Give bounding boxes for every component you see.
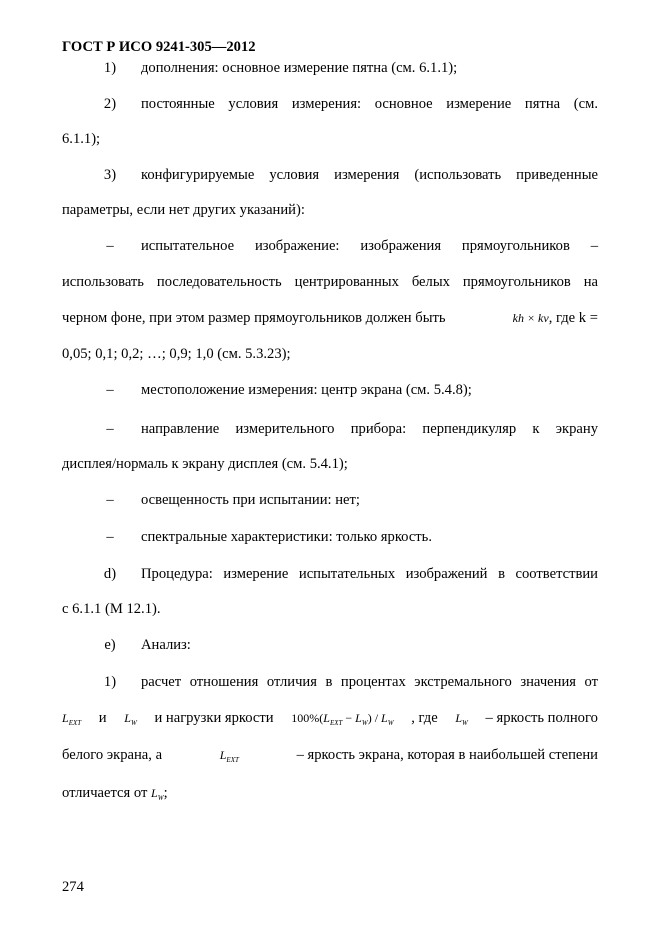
- paragraph-line: использовать последовательность центрированных белых прямоугольников на: [62, 274, 598, 290]
- paragraph-line: параметры, если нет других указаний):: [62, 202, 305, 218]
- dash-bullet: –: [106, 492, 114, 508]
- paragraph-line: расчет отношения отличия в процентах экстремального значения от: [141, 674, 598, 690]
- page-number: 274: [62, 879, 84, 895]
- text-run: и нагрузки яркости: [154, 710, 274, 726]
- paragraph-line: испытательное изображение: изображения прямоугольников –: [141, 238, 598, 254]
- paragraph-line: [62, 709, 598, 732]
- item-label: 3): [103, 167, 117, 183]
- item-label: d): [103, 566, 117, 582]
- text-run: белого экрана, а: [62, 747, 163, 763]
- paragraph-line: Процедура: измерение испытательных изображений в соответствии: [141, 566, 598, 582]
- item-label: e): [104, 637, 116, 653]
- dash-bullet: –: [106, 529, 114, 545]
- paragraph-line: дополнения: основное измерение пятна (см. 6.1.1);: [141, 60, 458, 76]
- text-run: – яркость полного: [485, 710, 598, 726]
- paragraph-line: местоположение измерения: центр экрана (см. 5.4.8);: [141, 382, 472, 398]
- dash-bullet: –: [106, 382, 114, 398]
- paragraph-line: освещенность при испытании: нет;: [141, 492, 360, 508]
- text-run: черном фоне, при этом размер прямоугольников должен быть: [62, 310, 446, 326]
- math-formula: $L_W$: [124, 711, 137, 727]
- paragraph-line: дисплея/нормаль к экрану дисплея (см. 5.4.1);: [62, 456, 348, 472]
- text-run: отличается от: [62, 785, 148, 801]
- document-header: ГОСТ Р ИСО 9241-305—2012: [62, 39, 256, 55]
- text-run: , где: [411, 710, 438, 726]
- paragraph-line: спектральные характеристики: только яркость.: [141, 529, 432, 545]
- paragraph-line: постоянные условия измерения: основное измерение пятна (см.: [141, 96, 598, 112]
- math-formula: $L_{EXT}$: [62, 711, 82, 727]
- paragraph-line: [62, 309, 598, 327]
- math-formula: $L_{EXT}$: [219, 748, 239, 764]
- text-run: – яркость экрана, которая в наибольшей степени: [296, 747, 598, 763]
- paragraph-line: с 6.1.1 (М 12.1).: [62, 601, 161, 617]
- paragraph-line: конфигурируемые условия измерения (использовать приведенные: [141, 167, 598, 183]
- paragraph-line: [62, 746, 598, 769]
- math-formula: $L_W$: [455, 711, 468, 727]
- dash-bullet: –: [106, 238, 114, 254]
- item-label: 1): [103, 674, 117, 690]
- text-run: ;: [163, 785, 168, 801]
- paragraph-line: направление измерительного прибора: перпендикуляр к экрану: [141, 421, 598, 437]
- paragraph-line: 0,05; 0,1; 0,2; …; 0,9; 1,0 (см. 5.3.23);: [62, 346, 291, 362]
- math-formula: $L_W$: [151, 786, 164, 802]
- math-formula: $100\%(L_{EXT} - L_W) / L_W$: [291, 711, 394, 727]
- item-label: 2): [103, 96, 117, 112]
- paragraph-line: Анализ:: [141, 637, 191, 653]
- math-formula: kh × kv, где k =: [512, 310, 598, 326]
- item-label: 1): [103, 60, 117, 76]
- paragraph-line: [62, 784, 168, 807]
- text-run: и: [98, 710, 107, 726]
- dash-bullet: –: [106, 421, 114, 437]
- paragraph-line: 6.1.1);: [62, 131, 101, 147]
